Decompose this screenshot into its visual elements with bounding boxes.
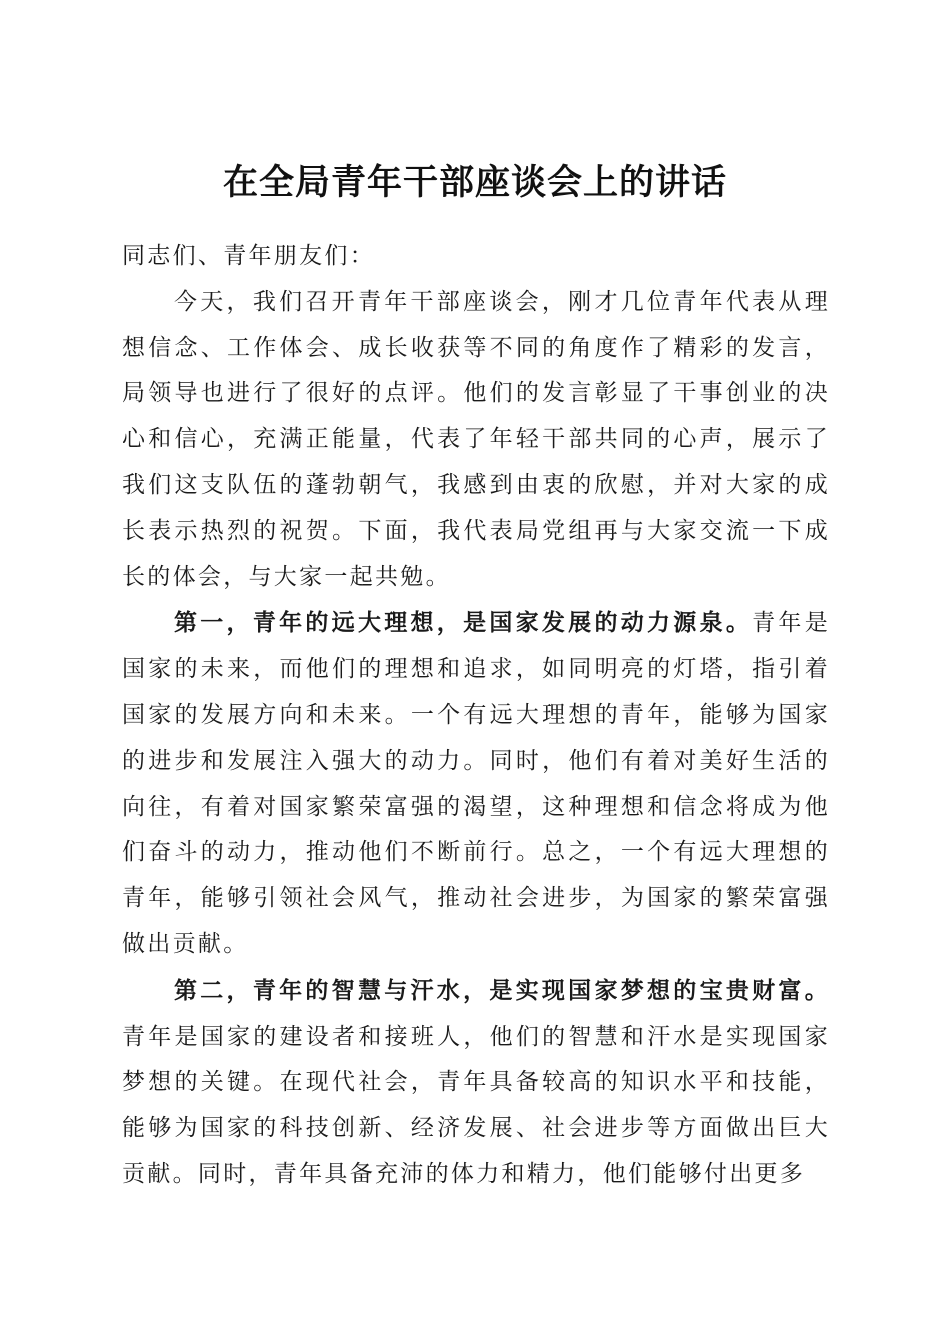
paragraph-lead-heading: 第二，青年的智慧与汗水，是实现国家梦想的宝贵财富。 [174, 976, 830, 1004]
paragraph-lead-heading: 第一，青年的远大理想，是国家发展的动力源泉。 [174, 609, 753, 637]
paragraph-opening [122, 280, 830, 601]
document-body [122, 234, 830, 1198]
paragraph-point-one [122, 600, 830, 967]
document-title: 在全局青年干部座谈会上的讲话 [222, 162, 727, 204]
salutation: 同志们、青年朋友们： [122, 243, 375, 269]
paragraph-text: 青年是国家的建设者和接班人，他们的智慧和汗水是实现国家梦想的关键。在现代社会，青年具备较高的知识水平和技能，能够为国家的科技创新、经济发展、社会进步等方面做出巨大贡献。同时，青年具备充沛的体力和精力，他们能够付出更多 [122, 1023, 830, 1187]
paragraph-text: 今天，我们召开青年干部座谈会，刚才几位青年代表从理想信念、工作体会、成长收获等不同的角度作了精彩的发言，局领导也进行了很好的点评。他们的发言彰显了干事创业的决心和信心，充满正能量，代表了年轻干部共同的心声，展示了我们这支队伍的蓬勃朝气，我感到由衷的欣慰，并对大家的成长表示热烈的祝贺。下面，我代表局党组再与大家交流一下成长的体会，与大家一起共勉。 [122, 288, 830, 590]
paragraph-text: 青年是国家的未来，而他们的理想和追求，如同明亮的灯塔，指引着国家的发展方向和未来。一个有远大理想的青年，能够为国家的进步和发展注入强大的动力。同时，他们有着对美好生活的向往，有着对国家繁荣富强的渴望，这种理想和信念将成为他们奋斗的动力，推动他们不断前行。总之，一个有远大理想的青年，能够引领社会风气，推动社会进步，为国家的繁荣富强做出贡献。 [122, 610, 830, 957]
paragraph-point-two [122, 968, 830, 1198]
